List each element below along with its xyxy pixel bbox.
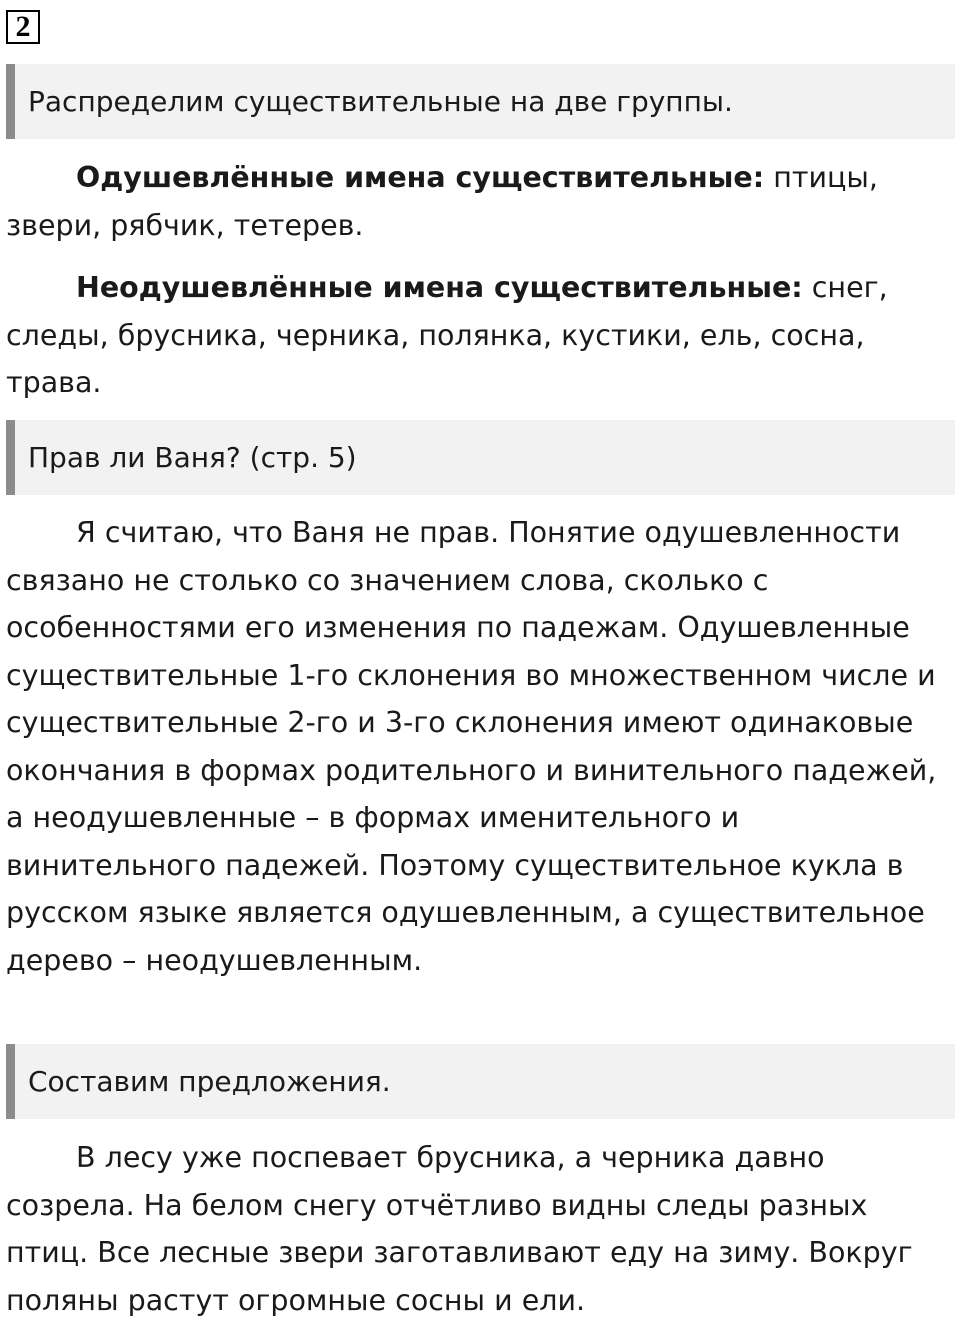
section-title: Распределим существительные на две группы. xyxy=(28,85,733,118)
animate-nouns-paragraph xyxy=(6,154,941,249)
inanimate-label: Неодушевлённые имена существительные: xyxy=(76,271,803,304)
task-number-badge: 2 xyxy=(6,10,40,44)
section-title: Прав ли Ваня? (стр. 5) xyxy=(28,441,357,474)
inanimate-list: снег, следы, брусника, черника, полянка, кустики, ель, сосна, трава. xyxy=(6,271,888,399)
section-header-question xyxy=(6,420,955,495)
section-header-groups xyxy=(6,64,955,139)
section-title: Составим предложения. xyxy=(28,1065,391,1098)
section-header-sentences xyxy=(6,1044,955,1119)
animate-label: Одушевлённые имена существительные: xyxy=(76,161,765,194)
animate-list: птицы, звери, рябчик, тетерев. xyxy=(6,161,878,242)
answer-paragraph: Я считаю, что Ваня не прав. Понятие одушевленности связано не столько со значением слова, сколько с особенностями его изменения по падежам. Одушевленные существительные 1-го склонения во множественном числе и существительные 2-го и 3-го склонения имеют одинаковые окончания в формах родительного и винительного падежей, а неодушевленные – в формах именительного и винительного падежей. Поэтому существительное кукла в русском языке является одушевленным, а существительное дерево – неодушевленным. xyxy=(6,516,937,977)
inanimate-nouns-paragraph xyxy=(6,264,941,407)
sentences-paragraph: В лесу уже поспевает брусника, а черника давно созрела. На белом снегу отчётливо видны следы разных птиц. Все лесные звери заготавливают еду на зиму. Вокруг поляны растут огромные сосны и ели. xyxy=(6,1141,913,1317)
